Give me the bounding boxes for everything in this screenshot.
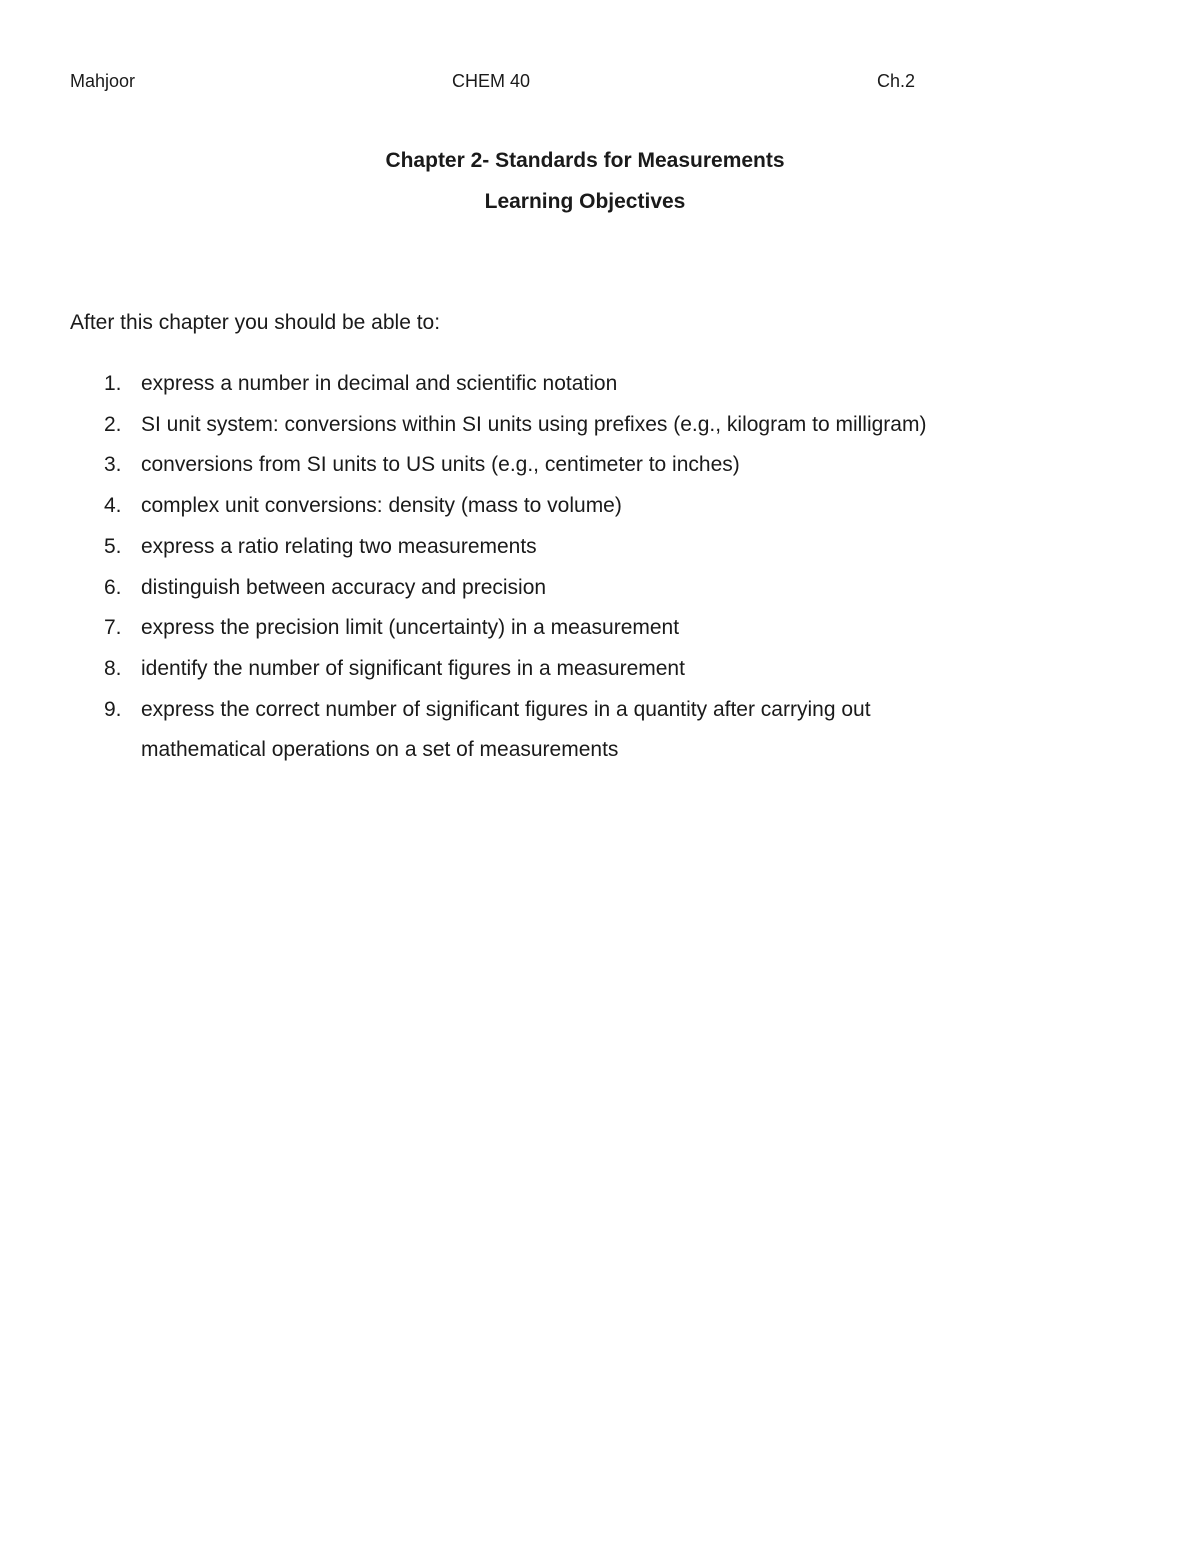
list-item-text: SI unit system: conversions within SI units using prefixes (e.g., kilogram to milligram) [141, 412, 927, 436]
list-item-number: 8. [104, 656, 122, 680]
list-item-number: 2. [104, 412, 122, 436]
list-item-number: 1. [104, 372, 122, 395]
header-author: Mahjoor [70, 71, 136, 91]
list-item [0, 527, 1100, 568]
list-item-text: express the precision limit (uncertainty) in a measurement [141, 616, 680, 640]
list-item-number: 4. [104, 494, 122, 518]
list-item [0, 608, 1100, 649]
title-block [0, 146, 1170, 228]
objectives-list [0, 364, 1100, 771]
page-subtitle: Learning Objectives [484, 190, 686, 213]
list-item-number: 5. [104, 534, 122, 558]
list-item [0, 568, 1100, 609]
page-title: Chapter 2- Standards for Measurements [385, 149, 785, 172]
list-item [0, 690, 1100, 771]
header-chapter: Ch.2 [877, 71, 916, 91]
header-course: CHEM 40 [452, 71, 531, 91]
list-item-text: express a ratio relating two measurements [141, 534, 537, 558]
list-item-text: distinguish between accuracy and precision [141, 575, 547, 599]
list-item-number: 6. [104, 575, 122, 599]
list-item [0, 486, 1100, 527]
list-item-number: 3. [104, 453, 122, 477]
list-item [0, 364, 1100, 405]
page-header [0, 71, 1200, 95]
list-item-text: identify the number of significant figures in a measurement [141, 656, 685, 680]
list-item [0, 445, 1100, 486]
list-item-text: complex unit conversions: density (mass to volume) [141, 494, 622, 518]
list-item-text: express a number in decimal and scientific notation [141, 372, 618, 395]
list-item [0, 405, 1100, 446]
list-item-text: conversions from SI units to US units (e.g., centimeter to inches) [141, 453, 740, 477]
list-item-number: 7. [104, 616, 122, 640]
list-item-text: express the correct number of significant figures in a quantity after carrying out mathematical operations on a set of measurements [141, 697, 871, 762]
list-item [0, 649, 1100, 690]
list-item-number: 9. [104, 697, 122, 721]
intro-text: After this chapter you should be able to: [70, 311, 441, 334]
